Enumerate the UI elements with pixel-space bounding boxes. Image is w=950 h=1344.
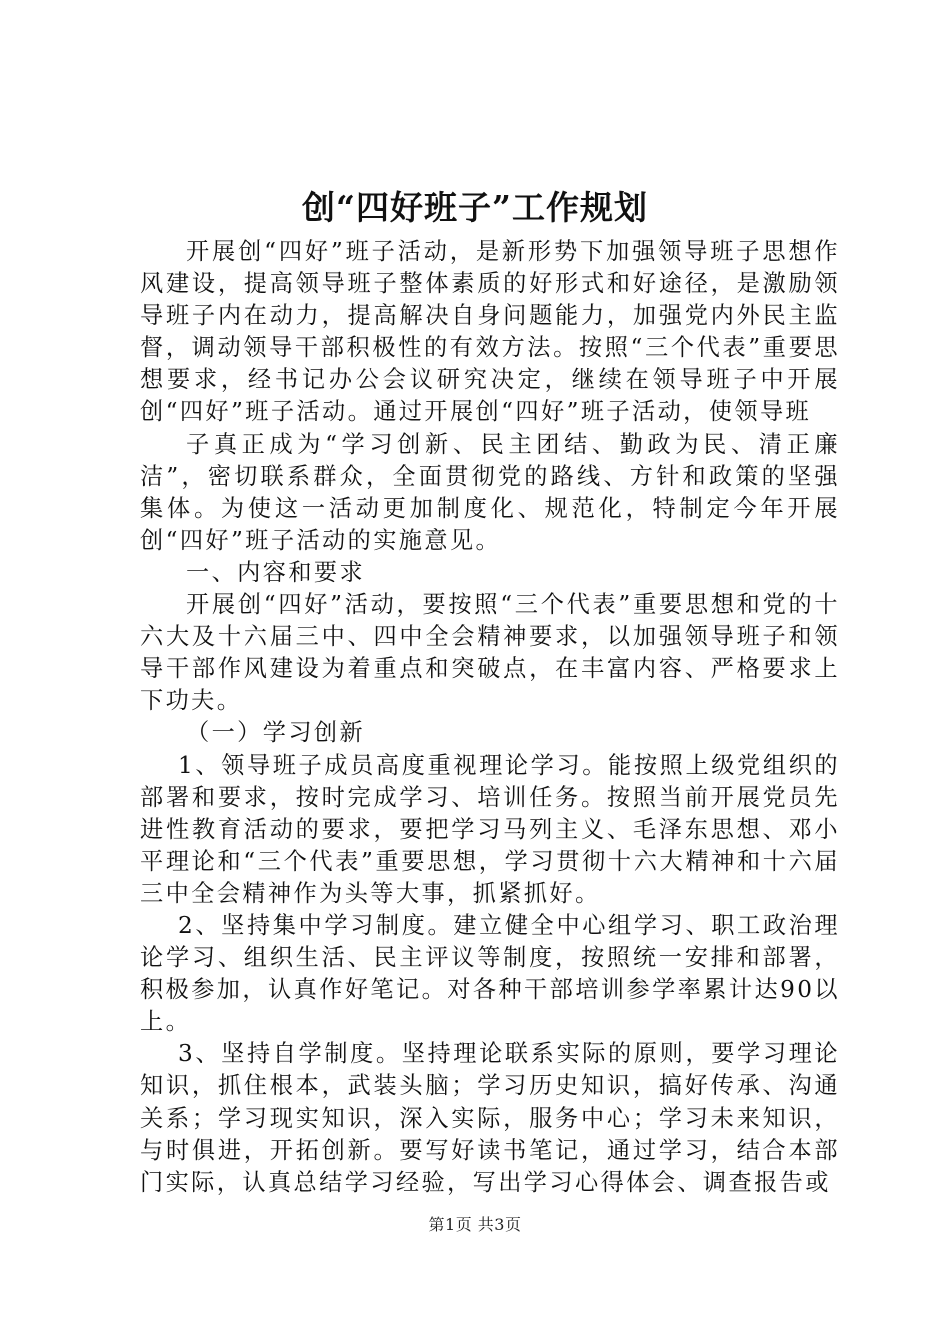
paragraph-intro: 开展创“四好”班子活动，是新形势下加强领导班子思想作风建设，提高领导班子整体素质的好形式和好途径，是激励领导班子内在动力，提高解决自身问题能力，加强党内外民主监督，调动领导干部积极性的有效方法。按照“三个代表”重要思想要求，经书记办公会议研究决定，继续在领导班子中开展创“四好”班子活动。通过开展创“四好”班子活动，使领导班 xyxy=(140,238,840,426)
list-item-1: 1、领导班子成员高度重视理论学习。能按照上级党组织的部署和要求，按时完成学习、培训任务。按照当前开展党员先进性教育活动的要求，要把学习马列主义、毛泽东思想、邓小平理论和“三个代表”重要思想，学习贯彻十六大精神和十六届三中全会精神作为头等大事，抓紧抓好。 xyxy=(140,751,840,907)
page-footer: 第1页 共3页 xyxy=(428,1215,522,1234)
list-item-2: 2、坚持集中学习制度。建立健全中心组学习、职工政治理论学习、组织生活、民主评议等制度，按照统一安排和部署，积极参加，认真作好笔记。对各种干部培训参学率累计达90以上。 xyxy=(140,911,840,1036)
list-item-3: 3、坚持自学制度。坚持理论联系实际的原则，要学习理论知识，抓住根本，武装头脑；学习历史知识，搞好传承、沟通关系；学习现实知识，深入实际，服务中心；学习未来知识，与时俱进，开拓创新。要写好读书笔记，通过学习，结合本部门实际，认真总结学习经验，写出学习心得体会、调查报告或 xyxy=(140,1040,840,1196)
paragraph-content-requirements: 开展创“四好”活动，要按照“三个代表”重要思想和党的十六大及十六届三中、四中全会精神要求，以加强领导班子和领导干部作风建设为着重点和突破点，在丰富内容、严格要求上下功夫。 xyxy=(140,591,840,715)
document-body xyxy=(140,236,840,1199)
subsection-heading-learning-innovation: （一）学习创新 xyxy=(186,719,366,747)
paragraph-intro-continued: 子真正成为“学习创新、民主团结、勤政为民、清正廉洁”，密切联系群众，全面贯彻党的路线、方针和政策的坚强集体。为使这一活动更加制度化、规范化，特制定今年开展创“四好”班子活动的实施意见。 xyxy=(140,430,840,554)
document-title: 创“四好班子”工作规划 xyxy=(302,188,648,227)
section-heading-content-requirements: 一、内容和要求 xyxy=(186,558,366,586)
